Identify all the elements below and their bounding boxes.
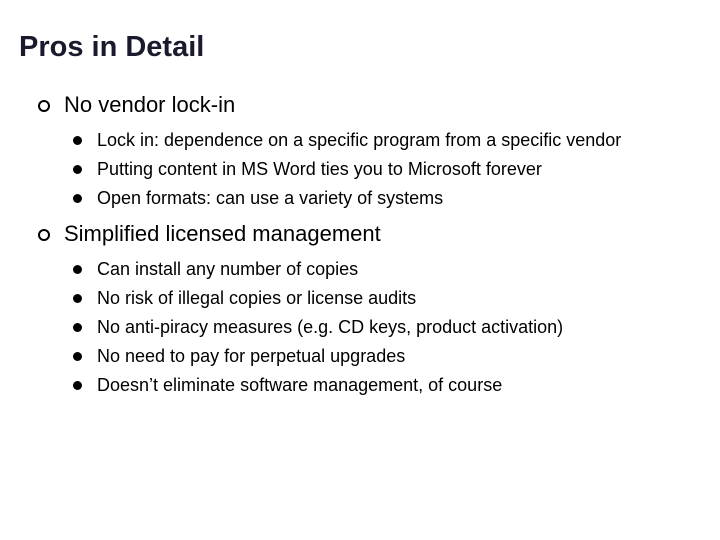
- bullet-section-vendor-lock-in: [0, 90, 720, 213]
- filled-circle-bullet-icon: [73, 352, 82, 361]
- list-item-text: Doesn’t eliminate software management, of course: [97, 375, 503, 395]
- bullet-level1: [0, 90, 720, 120]
- list-item: [0, 284, 720, 313]
- bullet-level1: [0, 219, 720, 249]
- bullet-heading: Simplified licensed management: [64, 221, 381, 246]
- bullet-heading: No vendor lock-in: [64, 92, 236, 117]
- list-item: [0, 371, 720, 400]
- slide-title: Pros in Detail: [19, 31, 205, 63]
- list-item-text: No need to pay for perpetual upgrades: [97, 346, 406, 366]
- filled-circle-bullet-icon: [73, 323, 82, 332]
- list-item: [0, 126, 720, 155]
- list-item: [0, 155, 720, 184]
- list-item: [0, 342, 720, 371]
- list-item-text: Lock in: dependence on a specific program from a specific vendor: [97, 130, 622, 150]
- list-item: [0, 184, 720, 213]
- hollow-circle-bullet-icon: [38, 229, 50, 241]
- list-item: [0, 313, 720, 342]
- filled-circle-bullet-icon: [73, 294, 82, 303]
- sub-bullet-list: [0, 126, 720, 213]
- list-item-text: Putting content in MS Word ties you to Microsoft forever: [97, 159, 542, 179]
- filled-circle-bullet-icon: [73, 265, 82, 274]
- hollow-circle-bullet-icon: [38, 100, 50, 112]
- list-item-text: No risk of illegal copies or license audits: [97, 288, 417, 308]
- bullet-section-licensed-management: [0, 219, 720, 400]
- sub-bullet-list: [0, 255, 720, 400]
- filled-circle-bullet-icon: [73, 381, 82, 390]
- list-item-text: No anti-piracy measures (e.g. CD keys, product activation): [97, 317, 564, 337]
- list-item-text: Open formats: can use a variety of systems: [97, 188, 444, 208]
- filled-circle-bullet-icon: [73, 136, 82, 145]
- filled-circle-bullet-icon: [73, 194, 82, 203]
- filled-circle-bullet-icon: [73, 165, 82, 174]
- list-item-text: Can install any number of copies: [97, 259, 359, 279]
- list-item: [0, 255, 720, 284]
